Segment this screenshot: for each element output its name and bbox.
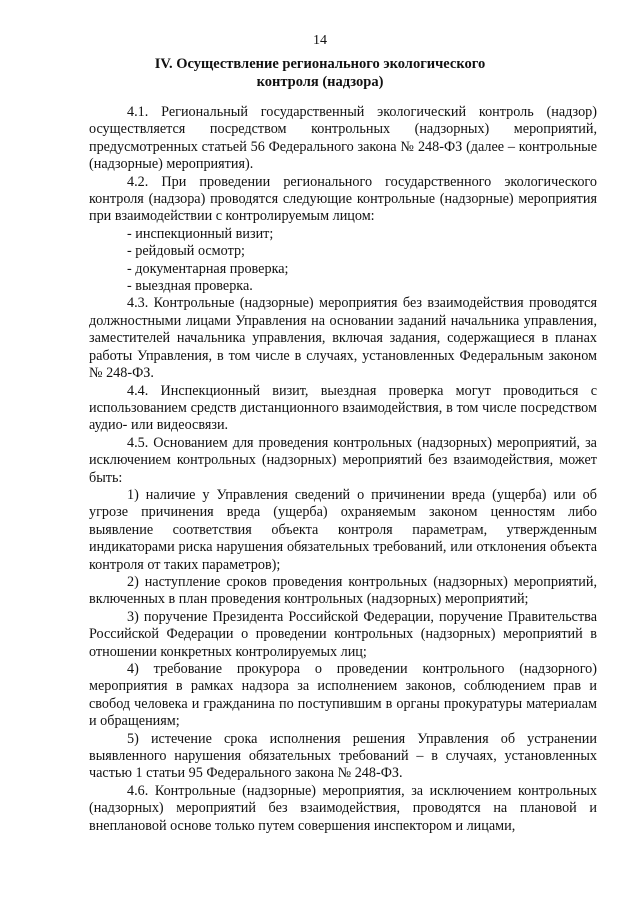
list-item-inspection-visit: - инспекционный визит;: [127, 225, 274, 242]
list-item-raid-inspection: - рейдовый осмотр;: [127, 243, 245, 260]
paragraph-4-6: 4.6. Контрольные (надзорные) мероприятия, за исключением контрольных (надзорных) мероприятий без взаимодействия, проводятся на плановой и внеплановой основе только путем совершения инспектором и лицами,: [89, 782, 597, 834]
list-item-documentary-check: - документарная проверка;: [127, 260, 289, 277]
section-heading: [0, 55, 640, 91]
paragraph-4-4: 4.4. Инспекционный визит, выездная проверка могут проводиться с использованием средств дистанционного взаимодействия, в том числе посредством аудио- или видеосвязи.: [89, 382, 597, 434]
ground-item-2: 2) наступление сроков проведения контрольных (надзорных) мероприятий, включенных в план проведения контрольных (надзорных) мероприятий;: [89, 573, 597, 608]
ground-item-3: 3) поручение Президента Российской Федерации, поручение Правительства Российской Федерации о проведении контрольных (надзорных) мероприятий в отношении конкретных контролируемых лиц;: [89, 608, 597, 660]
section-heading-line-2: контроля (надзора): [256, 74, 384, 90]
paragraph-4-5: 4.5. Основанием для проведения контрольных (надзорных) мероприятий, за исключением контрольных (надзорных) мероприятий без взаимодействия, может быть:: [89, 434, 597, 486]
ground-item-1: 1) наличие у Управления сведений о причинении вреда (ущерба) или об угрозе причинения вреда (ущерба) охраняемым законом ценностям либо выявление соответствия объекта контроля параметрам, утвержденным индикаторами риска нарушения обязательных требований, или отклонения объекта контроля от таких параметров);: [89, 486, 597, 573]
paragraph-4-1: 4.1. Региональный государственный экологический контроль (надзор) осуществляется посредством контрольных (надзорных) мероприятий, предусмотренных статьей 56 Федерального закона № 248-ФЗ (далее – контрольные (надзорные) мероприятия).: [89, 104, 597, 173]
section-heading-line-1: IV. Осуществление регионального экологического: [154, 56, 486, 72]
page-number: 14: [313, 33, 327, 48]
document-body: [89, 104, 597, 835]
paragraph-4-2: 4.2. При проведении регионального государственного экологического контроля (надзора) проводятся следующие контрольные (надзорные) мероприятия при взаимодействии с контролируемым лицом:: [89, 173, 597, 225]
paragraph-4-3: 4.3. Контрольные (надзорные) мероприятия без взаимодействия проводятся должностными лицами Управления на основании заданий начальника управления, заместителей начальника управления, включая задания, содержащиеся в планах работы Управления, в том числе в случаях, установленных Федеральным законом № 248-ФЗ.: [89, 295, 597, 382]
ground-item-4: 4) требование прокурора о проведении контрольного (надзорного) мероприятия в рамках надзора за исполнением законов, соблюдением прав и свобод человека и гражданина по поступившим в органы прокуратуры материалам и обращениям;: [89, 661, 597, 730]
ground-item-5: 5) истечение срока исполнения решения Управления об устранении выявленного нарушения обязательных требований – в случаях, установленных частью 1 статьи 95 Федерального закона № 248-ФЗ.: [89, 730, 597, 782]
list-item-field-check: - выездная проверка.: [127, 278, 253, 295]
